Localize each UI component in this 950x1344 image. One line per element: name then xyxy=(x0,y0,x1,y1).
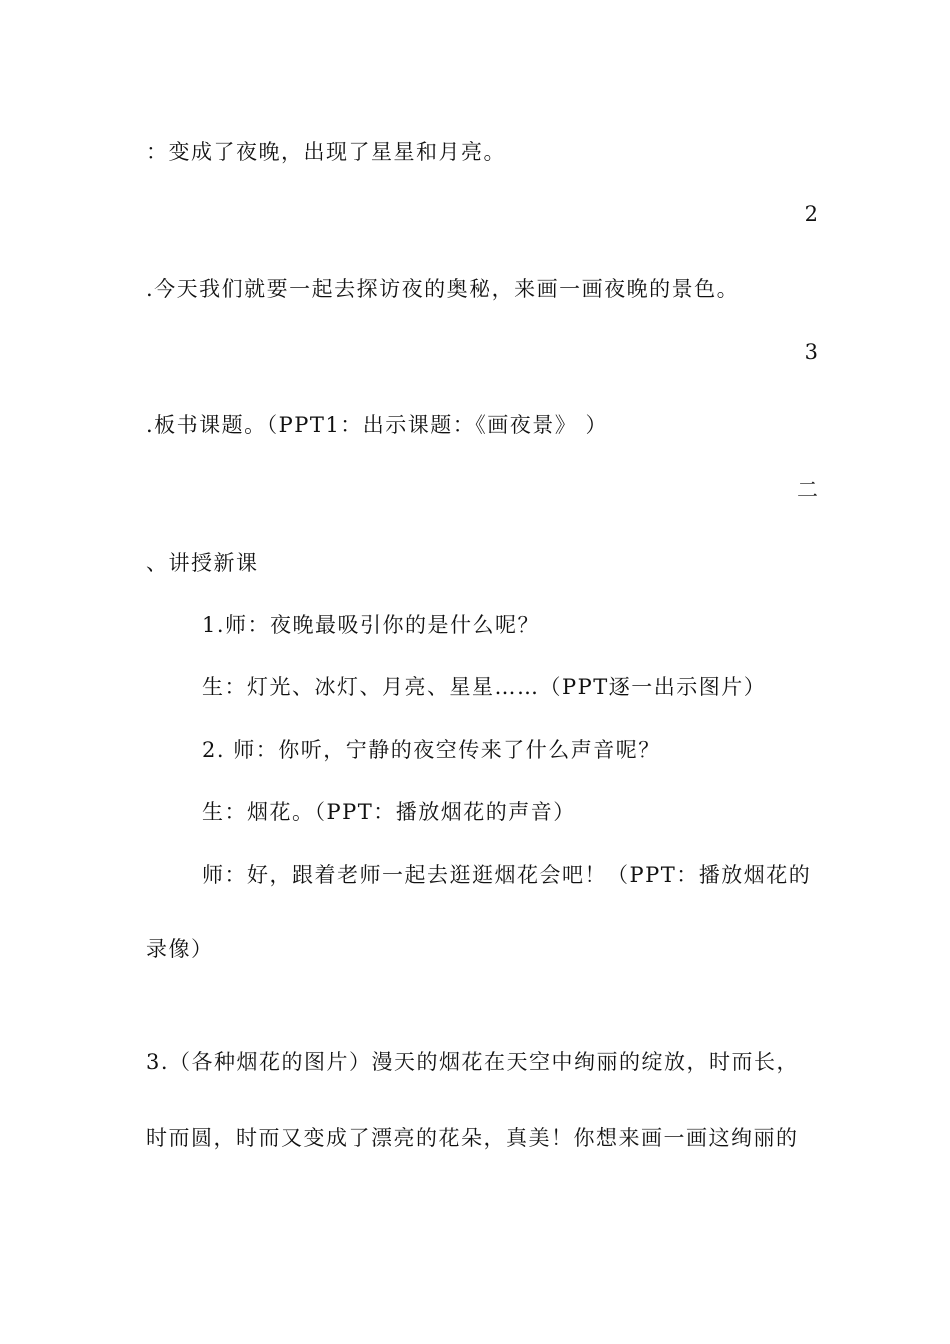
text-line: 2. 师：你听，宁静的夜空传来了什么声音呢？ xyxy=(202,738,661,762)
text-line: ：变成了夜晚，出现了星星和月亮。 xyxy=(146,140,506,164)
list-number-marker: 3 xyxy=(804,340,818,364)
text-line: 时而圆，时而又变成了漂亮的花朵，真美！你想来画一画这绚丽的 xyxy=(146,1126,799,1150)
text-line: .今天我们就要一起去探访夜的奥秘，来画一画夜晚的景色。 xyxy=(146,277,740,301)
text-line: 生：烟花。（PPT：播放烟花的声音） xyxy=(202,800,576,824)
text-line: 师：好，跟着老师一起去逛逛烟花会吧！（PPT：播放烟花的 xyxy=(202,863,812,887)
text-line: 3.（各种烟花的图片）漫天的烟花在天空中绚丽的绽放，时而长， xyxy=(146,1050,800,1074)
text-line: .板书课题。（PPT1：出示课题：《画夜景》 ） xyxy=(146,413,608,437)
text-line: 1.师：夜晚最吸引你的是什么呢？ xyxy=(202,613,541,637)
section-heading: 、讲授新课 xyxy=(146,551,259,575)
section-number-marker: 二 xyxy=(797,478,818,502)
text-line: 录像） xyxy=(146,937,214,961)
list-number-marker: 2 xyxy=(804,202,818,226)
text-line: 生：灯光、冰灯、月亮、星星……（PPT逐一出示图片） xyxy=(202,675,767,699)
